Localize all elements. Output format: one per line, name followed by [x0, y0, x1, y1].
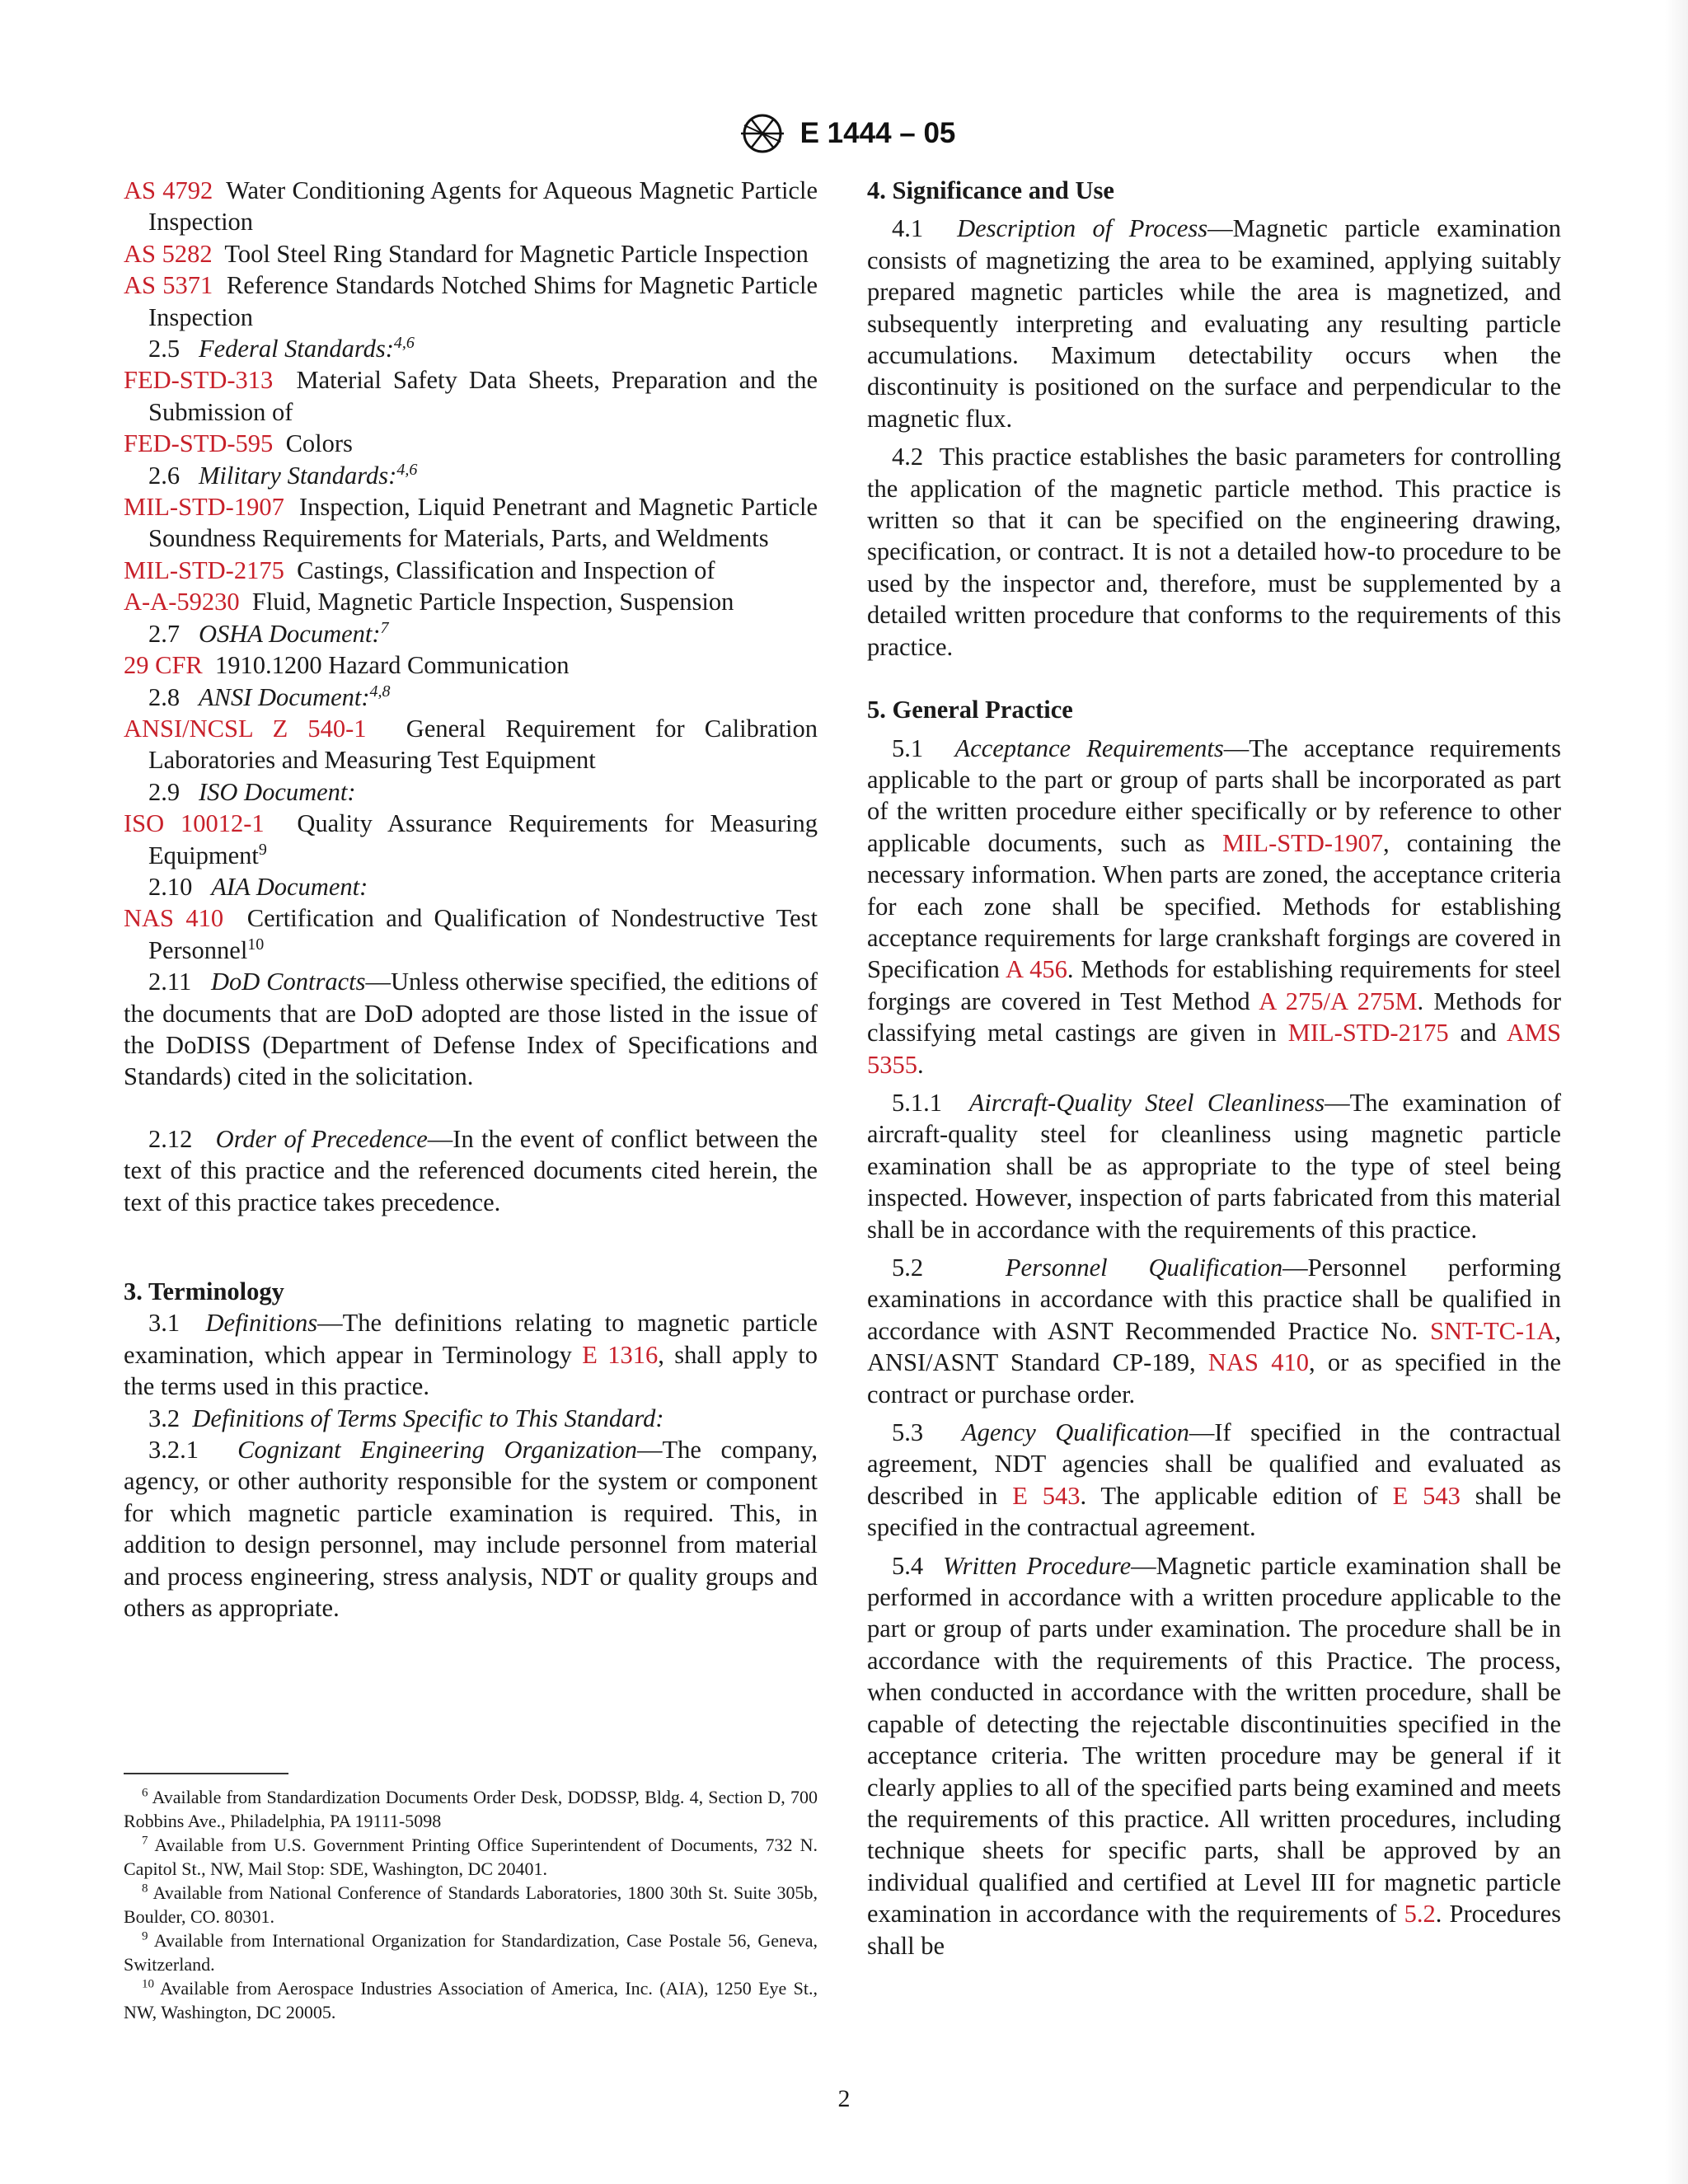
ref-link[interactable]: E 543	[1392, 1481, 1461, 1510]
ref-code-link[interactable]: ISO 10012-1	[124, 809, 265, 838]
paragraph-4-2: 4.2 This practice establishes the basic parameters for controlling the application of the magnetic particle method. This practice is written so that it can be specified on the engineering drawing, specification, or contract. It is not a detailed how-to procedure to be used by the inspector and, therefore, must be supplemented by a detailed written procedure that conforms to the requirements of this practice.	[867, 443, 1561, 661]
ref-title: Inspection, Liquid Penetrant and Magnetic Particle Soundness Requirements for Materials, Parts, and Weldments	[148, 493, 818, 553]
ref-entry	[124, 713, 818, 776]
section-2-5: 2.5 Federal Standards:$^{4,6}$	[148, 333, 415, 363]
ref-title: Castings, Classification and Inspection of	[297, 555, 715, 584]
ref-entry	[124, 269, 818, 333]
ref-link[interactable]: E 1316	[582, 1340, 659, 1369]
ref-title: Certification and Qualification of Nondestructive Test Personnel	[148, 904, 818, 964]
ref-link[interactable]: 5.2	[1404, 1900, 1436, 1929]
footnote-divider	[124, 1773, 288, 1774]
page-number: 2	[837, 2085, 851, 2112]
section-heading-general-practice: 5. General Practice	[867, 696, 1073, 724]
page-edge-shadow	[1665, 0, 1688, 2184]
ref-code-link[interactable]: MIL-STD-2175	[124, 555, 284, 584]
ref-code-link[interactable]: MIL-STD-1907	[124, 493, 284, 522]
ref-code-link[interactable]: AS 5282	[124, 239, 213, 268]
paragraph-3-2-1: 3.2.1 Cognizant Engineering Organization—The company, agency, or other authority responsible for the system or component for which magnetic particle examination is required. This, in addition to design personnel, may include personnel from material and process engineering, stress analysis, NDT or quality groups and others as appropriate.	[124, 1436, 818, 1623]
ref-entry	[124, 808, 818, 871]
paragraph-3-2: 3.2 Definitions of Terms Specific to This Standard:	[148, 1404, 664, 1432]
ref-title: Tool Steel Ring Standard for Magnetic Particle Inspection	[224, 239, 809, 268]
paragraph-5-1: 5.1 Acceptance Requirements—The acceptance requirements applicable to the part or group of parts shall be incorporated as part of the written procedure either specifically or by reference to other applicable documents, such as MIL-STD-1907, containing the necessary information. When parts are zoned, the acceptance criteria for each zone shall be specified. Methods for establishing acceptance requirements for large crankshaft forgings are covered in Specification A 456. Methods for establishing requirements for steel forgings are covered in Test Method A 275/A 275M. Methods for classifying metal castings are given in MIL-STD-2175 and AMS 5355.	[867, 733, 1562, 1079]
ref-title: Reference Standards Notched Shims for Magnetic Particle Inspection	[148, 271, 818, 331]
ref-link[interactable]: A 456	[1006, 955, 1067, 984]
footnote: $^{10}$ Available from Aerospace Industries Association of America, Inc. (AIA), 1250 Eye St., NW, Washington, DC 20005.	[124, 1977, 818, 2022]
paragraph-4-1: 4.1 Description of Process—Magnetic particle examination consists of magnetizing the area to be examined, applying suitably prepared magnetic particles while the area is magnetized, and subsequently interpreting and evaluating any resulting particle accumulations. Maximum detectability occurs when the discontinuity is positioned on the surface and perpendicular to the magnetic flux.	[867, 214, 1561, 433]
ref-code-link[interactable]: FED-STD-595	[124, 429, 274, 458]
footnote-marker: 9	[258, 840, 267, 859]
ref-entry	[124, 491, 818, 555]
ref-link[interactable]: MIL-STD-1907	[1222, 828, 1383, 857]
ref-title: Fluid, Magnetic Particle Inspection, Suspension	[251, 588, 734, 616]
footnote: $^9$ Available from International Organization for Standardization, Case Postale 56, Geneva, Switzerland.	[124, 1929, 818, 1975]
right-column	[867, 175, 1561, 1961]
ref-link[interactable]: AMS 5355	[867, 1019, 1561, 1079]
ref-link[interactable]: E 543	[1012, 1481, 1081, 1510]
section-2-10: 2.10 AIA Document:	[148, 872, 368, 901]
paragraph-5-1-1: 5.1.1 Aircraft-Quality Steel Cleanliness—The examination of aircraft-quality steel for cleanliness using magnetic particle examination shall be as appropriate to the type of steel being inspected. However, inspection of parts fabricated from this material shall be in accordance with the requirements of this practice.	[867, 1088, 1561, 1244]
paragraph-5-3: 5.3 Agency Qualification—If specified in the contractual agreement, NDT agencies shall be qualified and evaluated as described in E 543. The applicable edition of E 543 shall be specified in the contractual agreement.	[867, 1418, 1561, 1542]
ref-entry	[124, 649, 818, 681]
ref-link[interactable]: NAS 410	[1207, 1348, 1309, 1377]
section-2-6: 2.6 Military Standards:$^{4,6}$	[148, 460, 418, 490]
paragraph-2-11: 2.11 DoD Contracts—Unless otherwise specified, the editions of the documents that are DoD adopted are those listed in the issue of the DoDISS (Department of Defense Index of Specifications and Standards) cited in the solicitation.	[124, 968, 818, 1091]
ref-code-link[interactable]: AS 5371	[124, 271, 213, 300]
ref-entry	[124, 238, 818, 269]
standard-designation: E 1444 – 05	[799, 117, 956, 149]
footnotes	[124, 1785, 818, 2024]
ref-entry	[124, 586, 818, 617]
section-2-9: 2.9 ISO Document:	[148, 777, 356, 806]
ref-title: 1910.1200 Hazard Communication	[215, 651, 570, 680]
ref-link[interactable]: SNT-TC-1A	[1429, 1316, 1555, 1345]
ref-entry	[124, 428, 818, 459]
ref-code-link[interactable]: FED-STD-313	[124, 366, 274, 395]
ref-code-link[interactable]: ANSI/NCSL Z 540-1	[124, 714, 367, 743]
ref-entry	[124, 902, 818, 966]
ref-code-link[interactable]: 29 CFR	[124, 651, 203, 680]
page-header	[0, 112, 1688, 155]
footnote-marker: 10	[247, 935, 265, 954]
section-heading-significance: 4. Significance and Use	[867, 176, 1114, 204]
ref-title: Water Conditioning Agents for Aqueous Magnetic Particle Inspection	[148, 176, 818, 237]
paragraph-2-12: 2.12 Order of Precedence—In the event of conflict between the text of this practice and the referenced documents cited herein, the text of this practice takes precedence.	[124, 1124, 818, 1216]
ref-entry	[124, 555, 818, 586]
ref-title: Quality Assurance Requirements for Measuring Equipment	[148, 809, 818, 869]
ref-title: Colors	[285, 429, 353, 458]
footnote: $^6$ Available from Standardization Documents Order Desk, DODSSP, Bldg. 4, Section D, 700 Robbins Ave., Philadelphia, PA 19111-5098	[124, 1786, 818, 1831]
left-column	[124, 175, 818, 1624]
ref-code-link[interactable]: AS 4792	[124, 176, 213, 204]
ref-entry	[124, 175, 818, 238]
ref-link[interactable]: A 275/A 275M	[1259, 987, 1418, 1015]
ref-code-link[interactable]: NAS 410	[124, 904, 224, 933]
section-heading-terminology: 3. Terminology	[124, 1277, 284, 1305]
ref-link[interactable]: MIL-STD-2175	[1287, 1019, 1449, 1047]
paragraph-3-1: 3.1 Definitions—The definitions relating to magnetic particle examination, which appear in Terminology E 1316, shall apply to the terms used in this practice.	[124, 1309, 818, 1401]
ref-entry	[124, 364, 818, 428]
section-2-7: 2.7 OSHA Document:$^7$	[148, 618, 389, 648]
footnote: $^7$ Available from U.S. Government Printing Office Superintendent of Documents, 732 N. Capitol St., NW, Mail Stop: SDE, Washington, DC 20401.	[124, 1834, 818, 1879]
ref-title: General Requirement for Calibration Laboratories and Measuring Test Equipment	[148, 714, 818, 775]
section-2-8: 2.8 ANSI Document:$^{4,8}$	[148, 682, 391, 711]
paragraph-5-2: 5.2 Personnel Qualification—Personnel performing examinations in accordance with this practice shall be qualified in accordance with ASNT Recommended Practice No. SNT-TC-1A, ANSI/ASNT Standard CP-189, NAS 410, or as specified in the contract or purchase order.	[867, 1254, 1562, 1408]
ref-code-link[interactable]: A-A-59230	[124, 588, 240, 616]
astm-logo-icon	[733, 112, 792, 155]
footnote: $^8$ Available from National Conference of Standards Laboratories, 1800 30th St. Suite 305b, Boulder, CO. 80301.	[124, 1882, 818, 1927]
ref-title: Material Safety Data Sheets, Preparation and the Submission of	[148, 366, 818, 426]
paragraph-5-4: 5.4 Written Procedure—Magnetic particle examination shall be performed in accordance with a written procedure applicable to the part or group of parts under examination. The procedure shall be in accordance with the requirements of this Practice. The process, when conducted in accordance with the written procedure, shall be capable of detecting the rejectable discontinuities specified in the acceptance criteria. The written procedure may be general if it clearly applies to all of the specified parts being examined and meets the requirements of this practice. All written procedures, including technique sheets for specific parts, shall be approved by an individual qualified and certified at Level III for magnetic particle examination in accordance with the requirements of 5.2. Procedures shall be	[867, 1551, 1561, 1960]
